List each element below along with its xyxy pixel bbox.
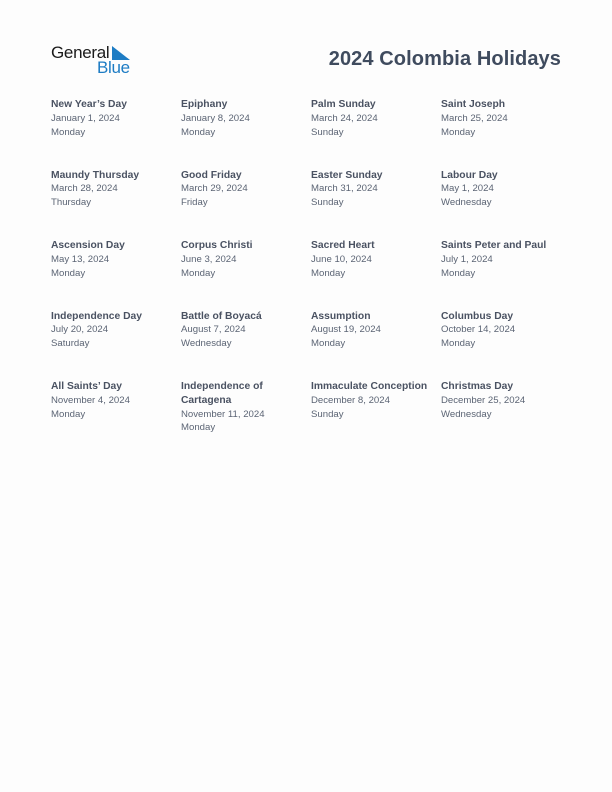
holiday-date: October 14, 2024	[441, 324, 516, 336]
holiday-weekday: Monday	[51, 408, 86, 420]
holiday-name: Palm Sunday	[311, 99, 376, 110]
holiday-date: May 1, 2024	[441, 183, 494, 195]
holiday-date: July 1, 2024	[441, 253, 493, 265]
holiday-entry	[181, 168, 311, 239]
holiday-date: March 28, 2024	[51, 183, 118, 195]
holiday-entry	[441, 168, 571, 239]
holiday-entry	[441, 238, 571, 309]
holiday-entry	[51, 168, 181, 239]
holiday-entry	[51, 97, 181, 168]
holiday-name: Labour Day	[441, 169, 498, 181]
holiday-weekday: Sunday	[311, 197, 344, 209]
holiday-entry	[441, 379, 571, 450]
holiday-weekday: Monday	[51, 126, 86, 138]
holiday-name: Easter Sunday	[311, 169, 383, 181]
holiday-name: Sacred Heart	[311, 240, 375, 251]
holiday-weekday: Monday	[181, 126, 216, 138]
holiday-name: Corpus Christi	[181, 240, 253, 251]
logo-text-blue: Blue	[97, 58, 130, 77]
holiday-name: Independence of Cartagena	[181, 381, 263, 406]
holiday-weekday: Monday	[311, 338, 346, 350]
holiday-weekday: Monday	[441, 126, 476, 138]
holiday-date: June 10, 2024	[311, 253, 372, 265]
holiday-date: March 24, 2024	[311, 112, 378, 124]
holiday-date: November 11, 2024	[181, 408, 265, 420]
holiday-entry	[181, 97, 311, 168]
holiday-name: Assumption	[311, 310, 371, 322]
holiday-entry	[311, 97, 441, 168]
holiday-weekday: Monday	[441, 338, 476, 350]
holiday-date: January 8, 2024	[181, 112, 250, 124]
holiday-name: Independence Day	[51, 310, 142, 322]
generalblue-logo	[51, 43, 141, 79]
holiday-date: December 25, 2024	[441, 394, 526, 406]
holiday-entry	[51, 309, 181, 380]
holiday-grid	[51, 97, 571, 450]
holiday-weekday: Friday	[181, 197, 208, 209]
holiday-name: Battle of Boyacá	[181, 310, 262, 322]
holiday-date: December 8, 2024	[311, 394, 390, 406]
holiday-date: March 29, 2024	[181, 183, 248, 195]
holiday-name: Ascension Day	[51, 240, 125, 251]
holiday-entry	[51, 379, 181, 450]
holiday-date: July 20, 2024	[51, 324, 109, 336]
holiday-entry	[441, 309, 571, 380]
holiday-date: January 1, 2024	[51, 112, 120, 124]
holiday-name: All Saints’ Day	[51, 381, 122, 392]
holiday-weekday: Monday	[51, 267, 86, 279]
holiday-weekday: Wednesday	[441, 197, 492, 209]
holiday-date: March 25, 2024	[441, 112, 508, 124]
holiday-entry	[441, 97, 571, 168]
logo-text-general: General	[51, 43, 110, 62]
holiday-entry	[311, 309, 441, 380]
holiday-name: Saints Peter and Paul	[441, 240, 547, 251]
holiday-weekday: Monday	[311, 267, 346, 279]
holiday-name: Christmas Day	[441, 381, 514, 392]
holiday-name: Columbus Day	[441, 310, 514, 322]
holiday-date: May 13, 2024	[51, 253, 110, 265]
page-title: 2024 Colombia Holidays	[328, 48, 561, 70]
holiday-name: Maundy Thursday	[51, 169, 140, 181]
holiday-entry	[311, 168, 441, 239]
holiday-name: New Year’s Day	[51, 99, 127, 110]
holiday-weekday: Monday	[181, 422, 216, 434]
holiday-name: Epiphany	[181, 99, 228, 110]
holiday-entry	[181, 379, 311, 450]
holiday-name: Good Friday	[181, 169, 242, 181]
holiday-weekday: Saturday	[51, 338, 90, 350]
holiday-entry	[51, 238, 181, 309]
holiday-date: November 4, 2024	[51, 394, 130, 406]
holiday-date: June 3, 2024	[181, 253, 237, 265]
holiday-weekday: Sunday	[311, 126, 344, 138]
holiday-entry	[181, 309, 311, 380]
holiday-weekday: Thursday	[51, 197, 91, 209]
holiday-date: August 7, 2024	[181, 324, 246, 336]
holiday-weekday: Monday	[181, 267, 216, 279]
holiday-weekday: Sunday	[311, 408, 344, 420]
holiday-name: Saint Joseph	[441, 99, 506, 110]
holiday-date: March 31, 2024	[311, 183, 378, 195]
holiday-date: August 19, 2024	[311, 324, 381, 336]
holiday-weekday: Monday	[441, 267, 476, 279]
holiday-weekday: Wednesday	[181, 338, 232, 350]
holiday-name: Immaculate Conception	[311, 381, 428, 392]
holiday-entry	[311, 379, 441, 450]
holiday-weekday: Wednesday	[441, 408, 492, 420]
holiday-entry	[181, 238, 311, 309]
holiday-entry	[311, 238, 441, 309]
